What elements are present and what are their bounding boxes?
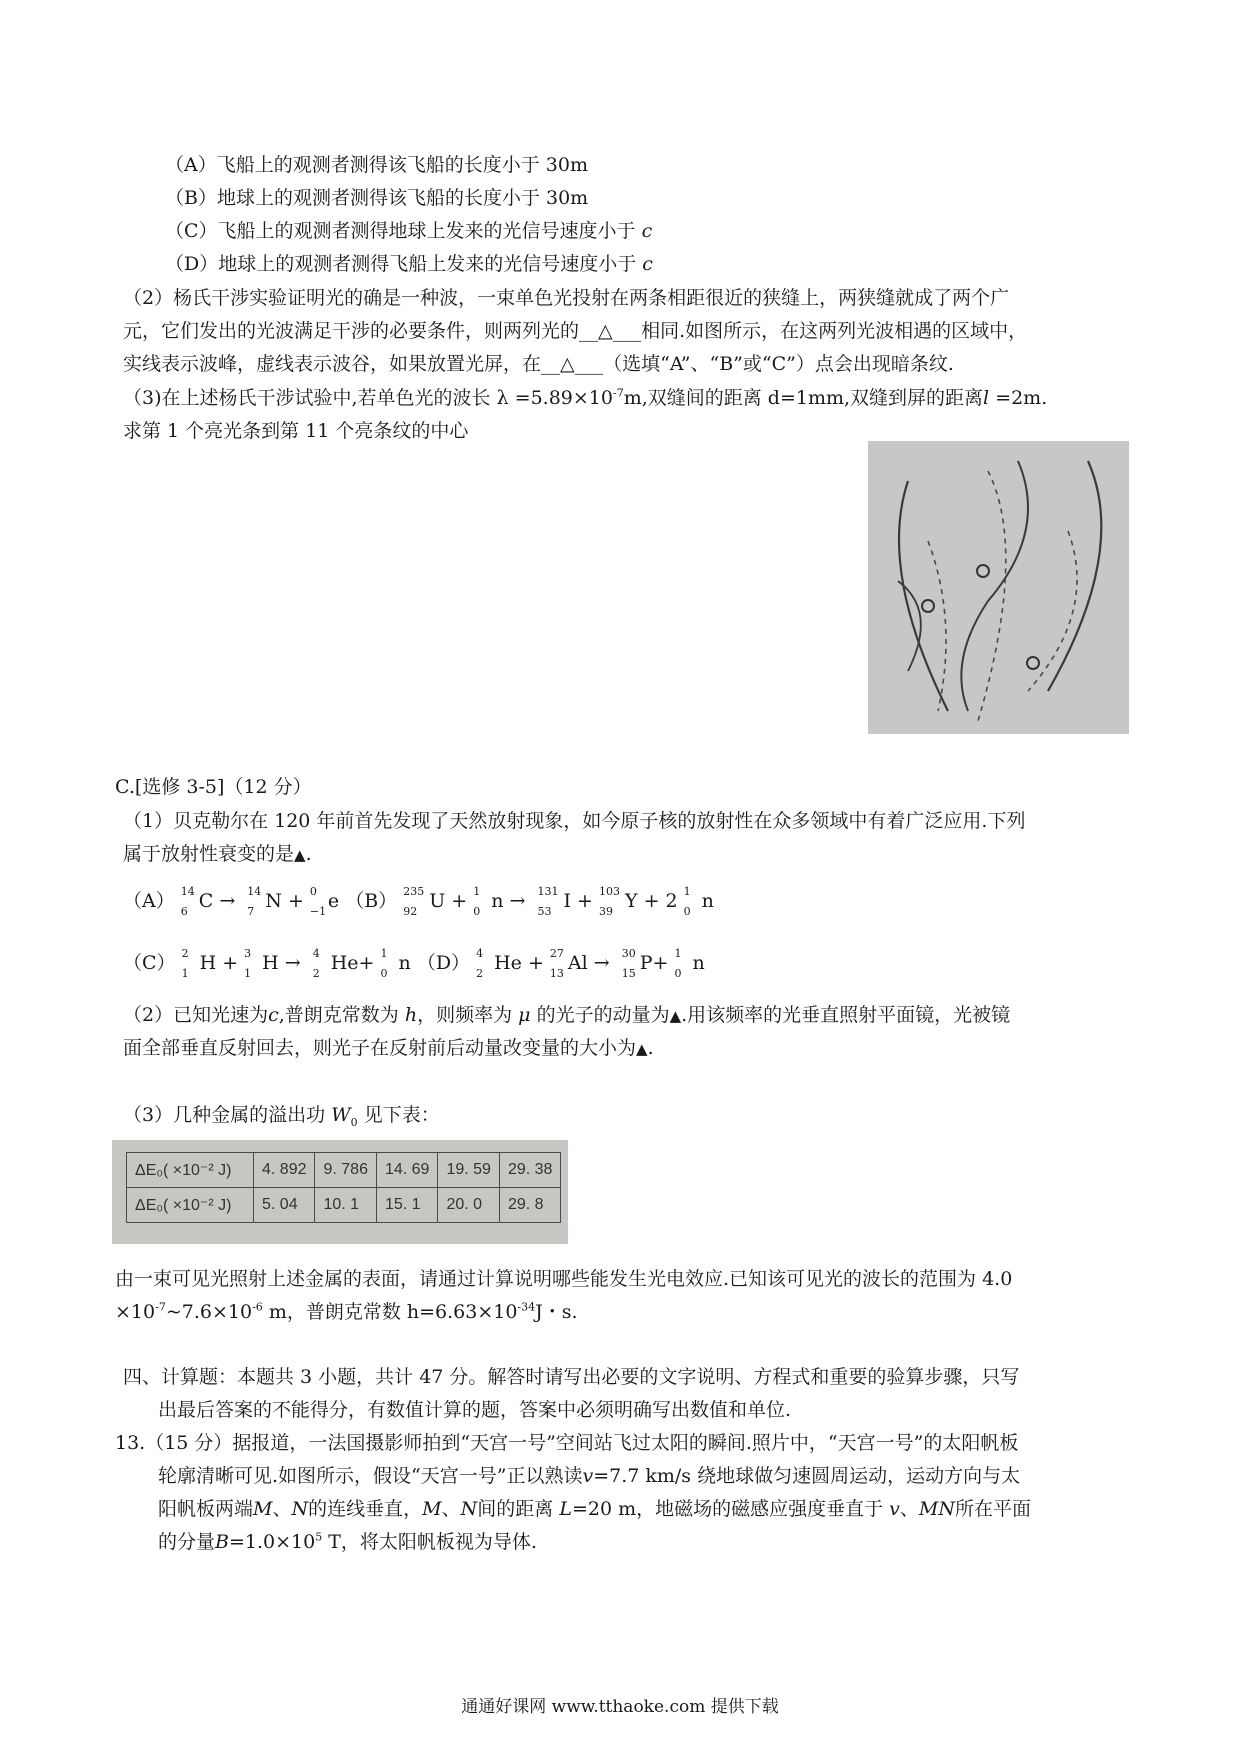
after-table-line1: 由一束可见光照射上述金属的表面，请通过计算说明哪些能发生光电效应.已知该可见光的波长的范围为 4.0 [115,1268,1013,1290]
q2-line2: 元，它们发出的光波满足干涉的必要条件，则两列光的__△___相同.如图所示，在这两列光波相遇的区域中， [123,320,1028,342]
section-c-header: C.[选修 3-5]（12 分） [115,776,312,798]
q3-line1: （3)在上述杨氏干涉试验中,若单色光的波长 $\lambda =5.89\times 10^{-7}m$,双缝间的距离 d=1mm,双缝到屏的距离l =2m. [123,386,1048,409]
c-q1-line1: （1）贝克勒尔在 120 年前首先发现了天然放射现象，如今原子核的放射性在众多领域中有着广泛应用.下列 [123,810,1026,832]
part4-line1: 四、计算题：本题共 3 小题，共计 47 分。解答时请写出必要的文字说明、方程式和重要的验算步骤，只写 [123,1366,1020,1388]
q13-line3: 阳帆板两端M、N的连线垂直，M、N间的距离 L=20 m，地磁场的磁感应强度垂直于 v、MN所在平面 [158,1498,1031,1520]
option-b: （B）地球上的观测者测得该飞船的长度小于 30m [165,187,589,209]
c-q2-line2: 面全部垂直反射回去，则光子在反射前后动量改变量的大小为▲. [123,1037,654,1059]
table-row: ΔE₀( ×10⁻² J) 4. 892 9. 786 14. 69 19. 59 29. 38 [127,1153,561,1188]
table-row: ΔE₀( ×10⁻² J) 5. 04 10. 1 15. 1 20. 0 29. 8 [127,1188,561,1223]
c-q3-line: （3）几种金属的溢出功 $W_0$ 见下表： [123,1104,440,1129]
part4-line2: 出最后答案的不能得分，有数值计算的题，答案中必须明确写出数值和单位. [158,1399,792,1421]
work-function-table [112,1140,568,1244]
q13-line2: 轮廓清晰可见.如图所示，假设“天宫一号”正以熟读v=7.7 km/s 绕地球做匀速圆周运动，运动方向与太 [158,1465,1021,1487]
option-d: （D）地球上的观测者测得飞船上发来的光信号速度小于 c [165,253,653,275]
c-q2-line1: （2）已知光速为c,普朗克常数为 h，则频率为 μ 的光子的动量为▲.用该频率的光垂直照射平面镜，光被镜 [123,1004,1011,1026]
q2-line1: （2）杨氏干涉实验证明光的确是一种波，一束单色光投射在两条相距很近的狭缝上，两狭缝就成了两个广 [123,287,1010,309]
option-a: （A）飞船上的观测者测得该飞船的长度小于 30m [165,154,588,176]
q2-line3: 实线表示波峰，虚线表示波谷，如果放置光屏，在__△___（选填“A”、“B”或“C”）点会出现暗条纹. [123,353,954,375]
q13-line1: 13.（15 分）据报道，一法国摄影师拍到“天宫一号”空间站飞过太阳的瞬间.照片中，“天宫一号”的太阳帆板 [115,1432,1019,1454]
footer: 通通好课网 www.tthaoke.com 提供下载 [461,1697,779,1717]
after-table-line2: $\times 10^{-7}\sim 7.6\times 10^{-6}$ m，普朗克常数 $h=6.63\times 10^{-34}J$・s. [115,1300,578,1323]
option-c: （C）飞船上的观测者测得地球上发来的光信号速度小于 c [165,220,653,242]
q3-line2: 求第 1 个亮光条到第 11 个亮条纹的中心 [123,420,469,442]
c-q1-options-cd: （C） 2 1 H + 3 1 H → 4 2 He+ 1 0 n （D） 4 2 He + 27 13 Al → 30 15 P+ 1 0 n [123,947,705,980]
interference-photo [868,441,1129,734]
q13-line4: 的分量$B=1.0\times 10^5$ T，将太阳帆板视为导体. [158,1530,537,1553]
c-q1-line2: 属于放射性衰变的是▲. [123,843,312,865]
c-q1-options-ab: （A） 14 6 C → 14 7 N + 0 −1 e （B） 235 92 U + 1 0 n → 131 53 I + 103 39 Y + 2 1 0 n [123,885,714,918]
